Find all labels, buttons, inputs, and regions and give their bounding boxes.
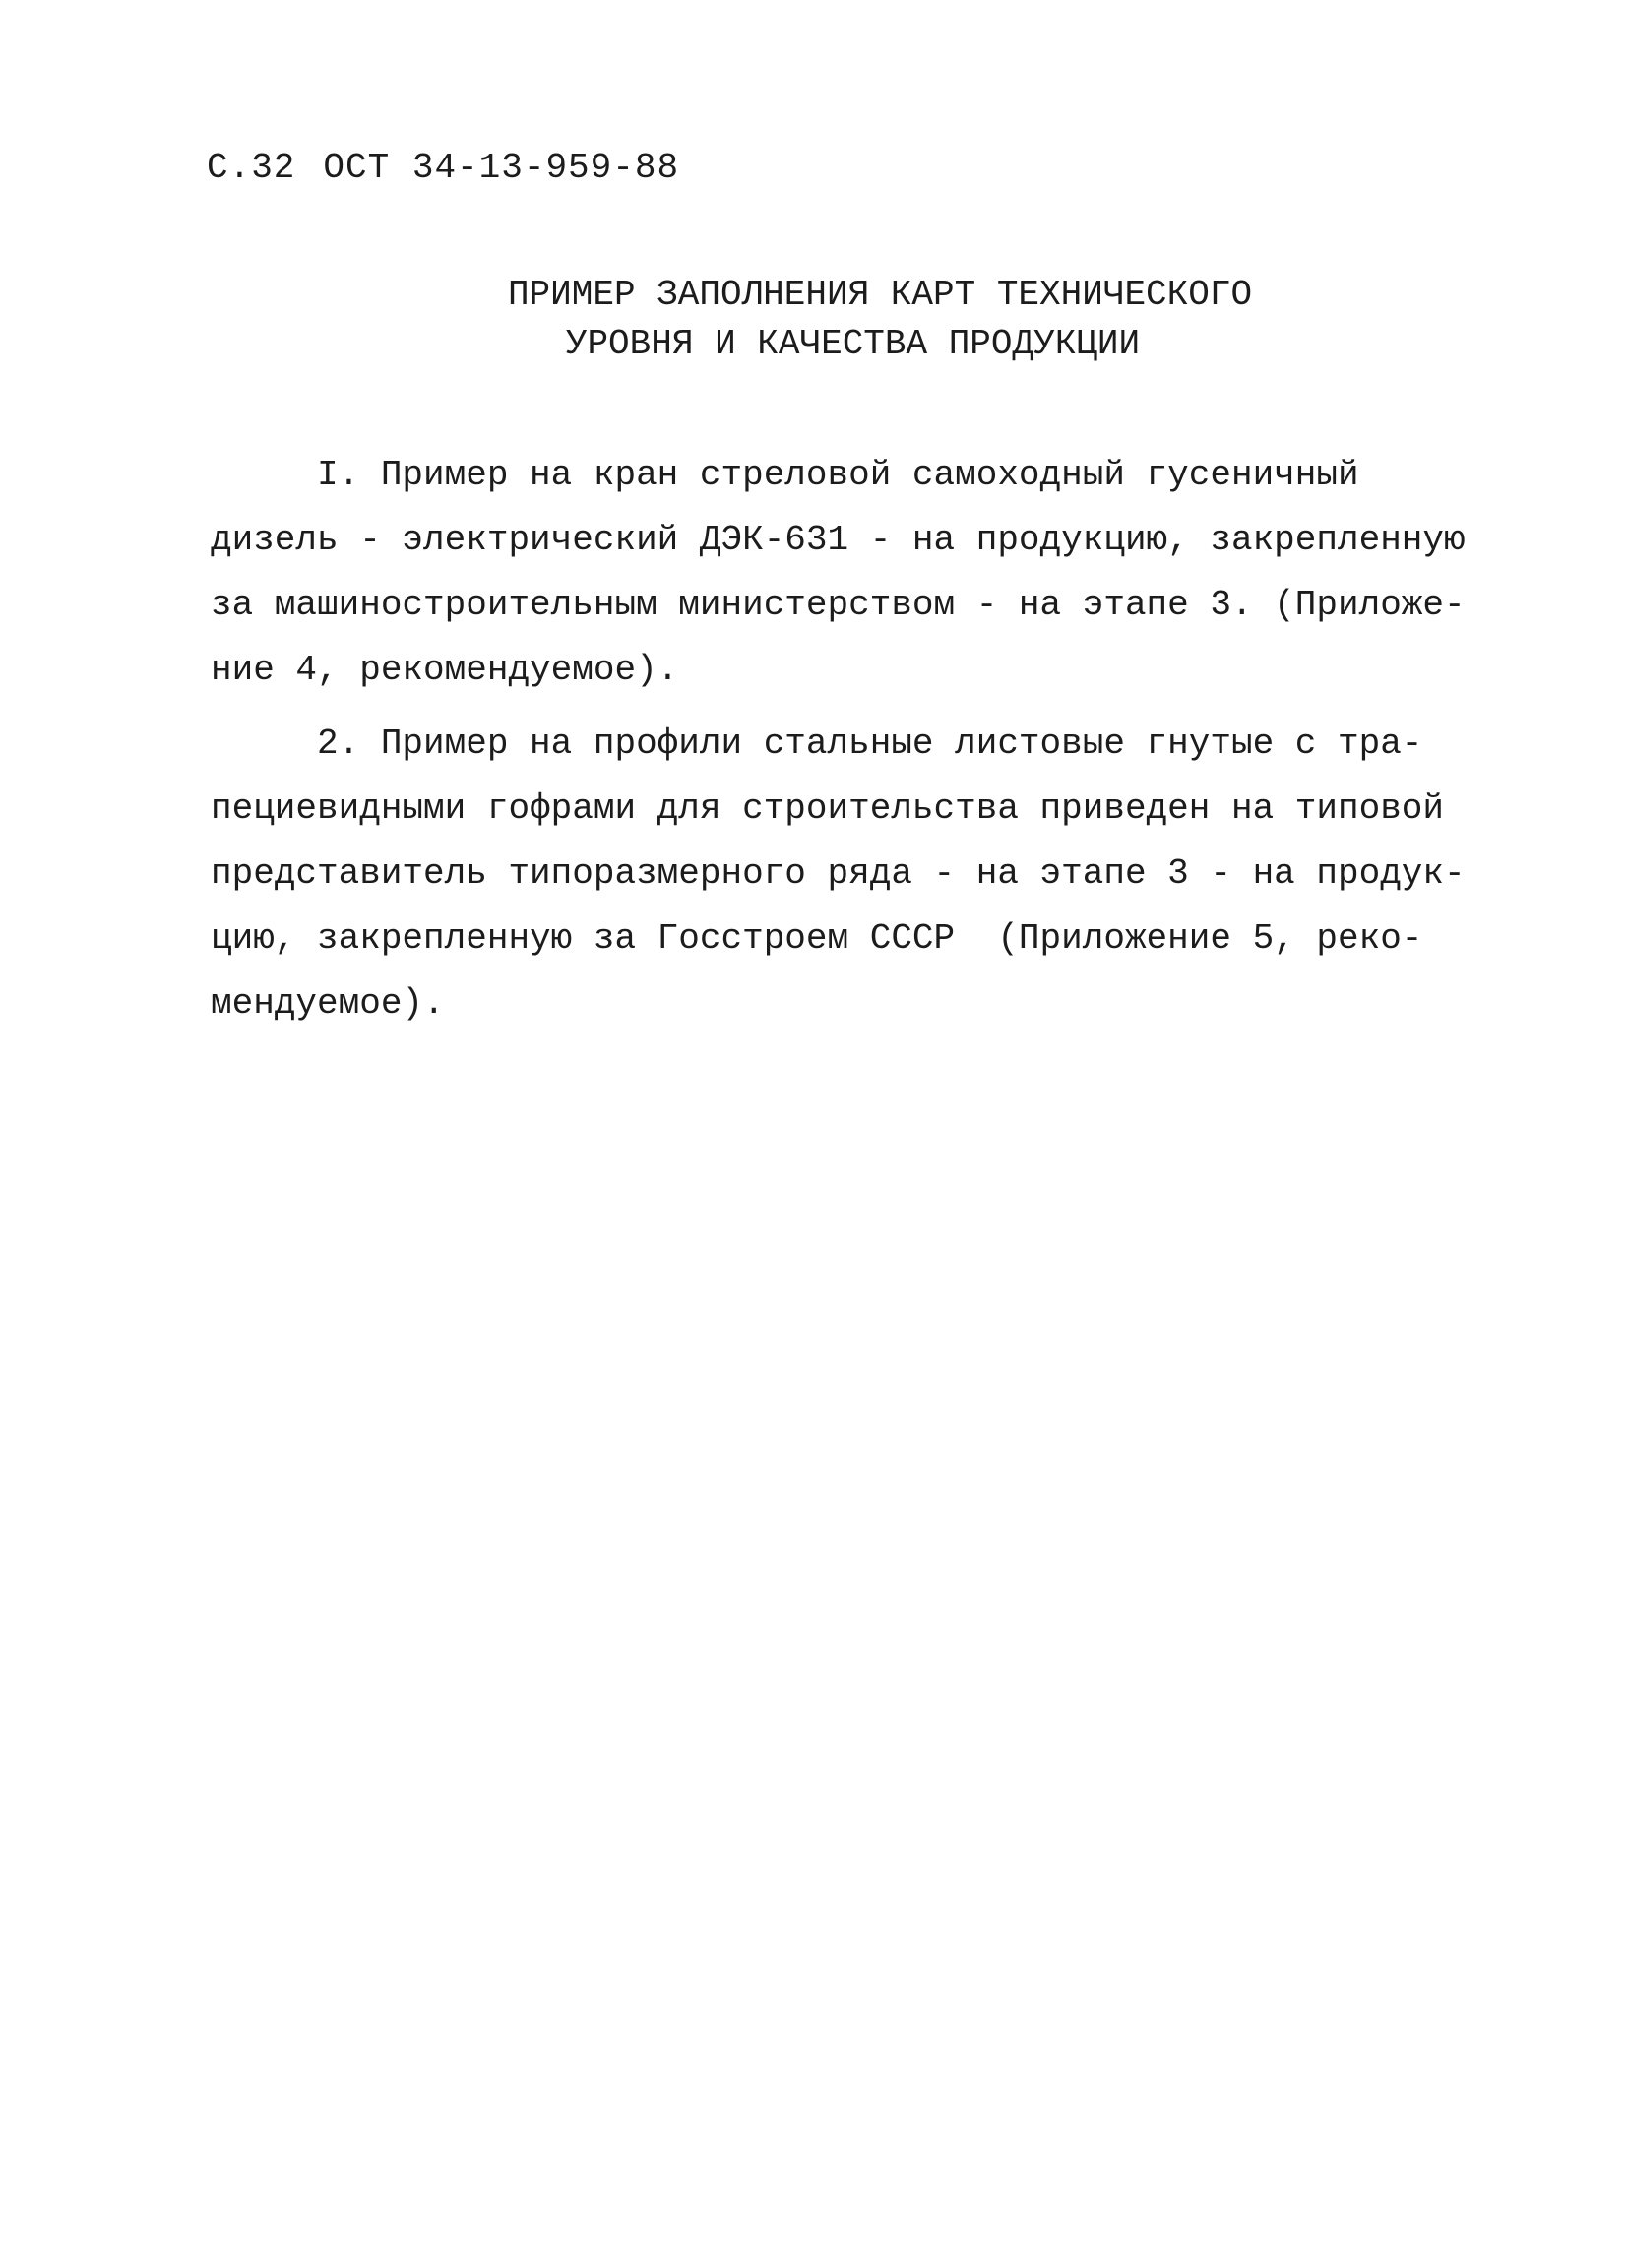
paragraph-line: представитель типоразмерного ряда - на этапе 3 - на продук- [211,853,1466,894]
paragraph-line: пециевидными гофрами для строительства приведен на типовой [211,788,1445,829]
paragraph-line: дизель - электрический ДЭК-631 - на продукцию, закрепленную [211,520,1466,560]
paragraph-2 [211,712,1466,1037]
paragraph-line: цию, закрепленную за Госстроем СССР (Приложение 5, реко- [211,918,1423,959]
paragraph-line: I. Пример на кран стреловой самоходный гусеничный [211,455,1359,495]
paragraph-1 [211,443,1466,703]
paragraph-line: 2. Пример на профили стальные листовые гнутые с тра- [211,724,1423,764]
document-title [0,271,1627,369]
title-line-1: ПРИМЕР ЗАПОЛНЕНИЯ КАРТ ТЕХНИЧЕСКОГО [507,275,1253,315]
paragraph-line: за машиностроительным министерством - на этапе 3. (Приложе- [211,585,1466,625]
title-line-2: УРОВНЯ И КАЧЕСТВА ПРОДУКЦИИ [565,324,1141,364]
paragraph-line: мендуемое). [211,983,445,1024]
page-header [207,148,707,188]
page-number: С.32 [207,148,296,188]
standard-code: ОСТ 34-13-959-88 [323,148,680,188]
paragraph-line: ние 4, рекомендуемое). [211,650,679,690]
